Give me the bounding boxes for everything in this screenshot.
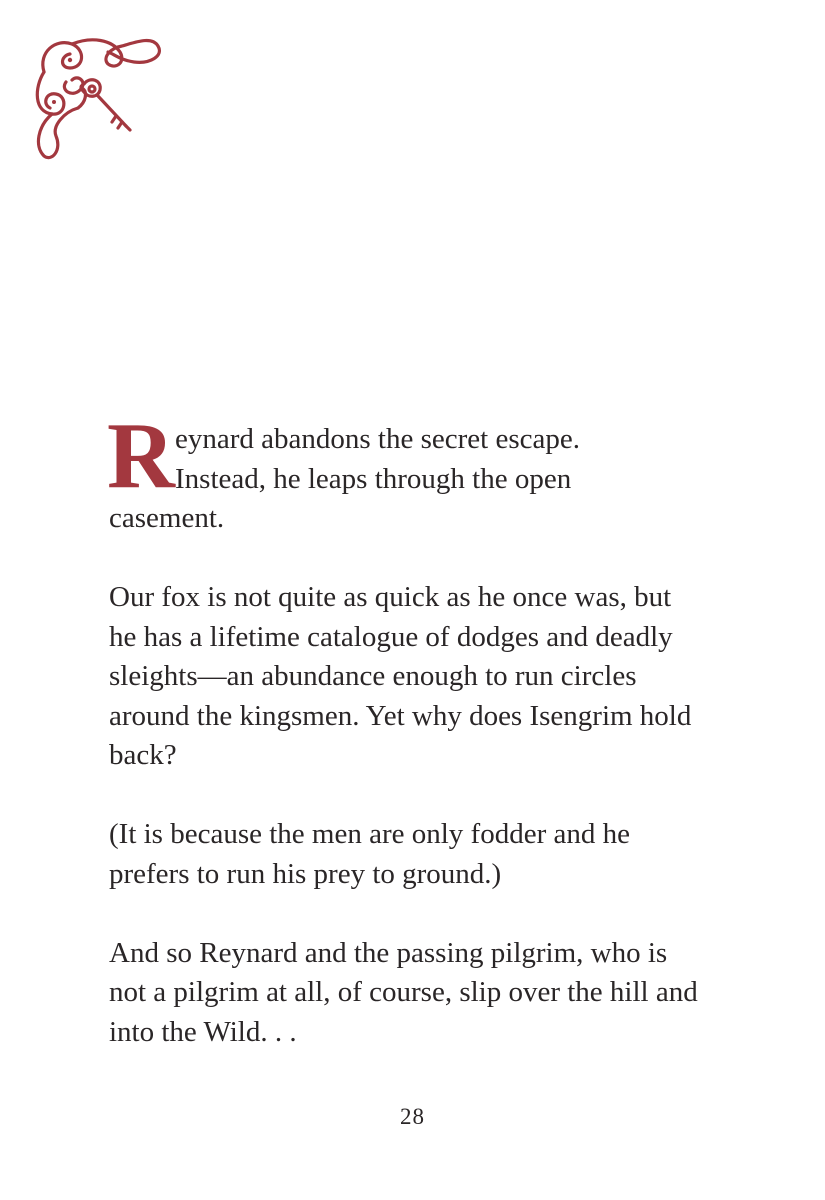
- paragraph-1: [107, 404, 699, 539]
- drop-cap-letter: R: [107, 404, 175, 508]
- corner-flourish-key-icon: [30, 32, 166, 164]
- story-text: [107, 404, 699, 1092]
- paragraph-1-line-2: Instead, he leaps through the open: [175, 462, 572, 495]
- paragraph-4: And so Reynard and the passing pilgrim, who is not a pilgrim at all, of course, slip over the hill and into the Wild. . .: [109, 936, 698, 1048]
- paragraph-1-line-1: eynard abandons the secret escape.: [175, 423, 580, 455]
- paragraph-1-line-3: casement.: [109, 502, 225, 534]
- page-number: 28: [400, 1104, 425, 1129]
- paragraph-3: (It is because the men are only fodder and he prefers to run his prey to ground.): [109, 818, 630, 890]
- paragraph-2: Our fox is not quite as quick as he once was, but he has a lifetime catalogue of dodges and deadly sleights—an abundance enough to run circles around the kingsmen. Yet why does Isengrim hold back?: [109, 581, 692, 771]
- drop-cap: [107, 404, 175, 508]
